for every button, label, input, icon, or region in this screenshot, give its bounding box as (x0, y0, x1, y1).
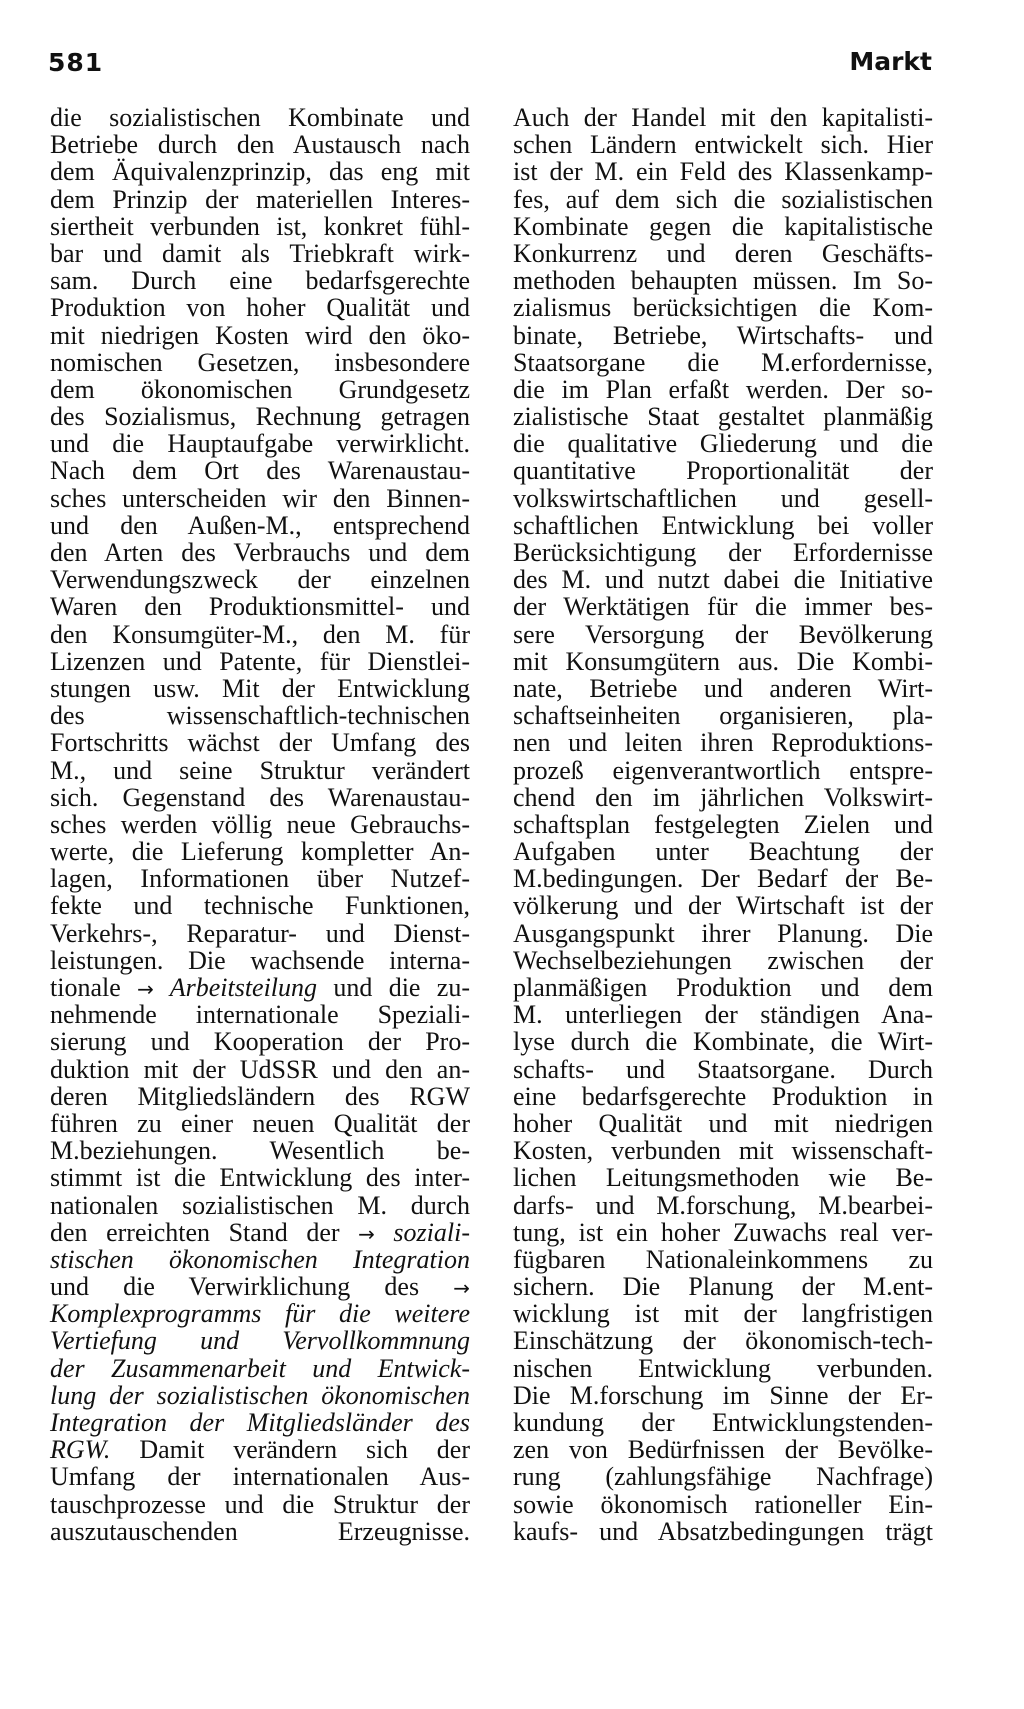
text-segment: nomischen Gesetzen, insbesondere (50, 347, 470, 377)
right-text-column (513, 104, 933, 1545)
text-line (50, 240, 470, 267)
text-line (513, 729, 933, 756)
text-line (50, 1382, 470, 1409)
text-segment: nehmende internationale Speziali- (50, 1000, 470, 1030)
text-segment: sowie ökonomisch rationeller Ein- (513, 1489, 933, 1519)
text-segment: fügbaren Nationaleinkommens zu (513, 1244, 933, 1274)
text-line (513, 675, 933, 702)
text-segment: planmäßigen Produktion und dem (513, 973, 933, 1002)
text-line (50, 158, 470, 185)
text-segment: rung (zahlungsfähige Nachfrage) (513, 1462, 933, 1492)
text-segment: fekte und technische Funktionen, (50, 891, 470, 921)
text-segment: lichen Leitungsmethoden wie Be- (513, 1163, 933, 1193)
cross-reference-text: der Zusammenarbeit und Entwick- (50, 1353, 470, 1383)
text-line (50, 430, 470, 457)
text-line (50, 1246, 470, 1273)
text-segment: schen Ländern entwickelt sich. Hier (513, 130, 933, 160)
text-line (50, 457, 470, 484)
text-line (50, 539, 470, 566)
text-line (50, 1137, 470, 1164)
text-segment: Lizenzen und Patente, für Dienstlei- (50, 646, 470, 676)
text-segment: Staatsorgane die M.erfordernisse, (513, 347, 933, 377)
text-segment: Konkurrenz und deren Geschäfts- (513, 238, 933, 268)
text-line (50, 729, 470, 756)
text-line (50, 403, 470, 430)
text-segment: sierung und Kooperation der Pro- (50, 1027, 470, 1057)
text-line (513, 403, 933, 430)
text-segment: eine bedarfsgerechte Produktion in (513, 1081, 933, 1111)
text-segment: Die M.forschung im Sinne der Er- (513, 1380, 933, 1410)
text-segment: Aufgaben unter Beachtung der (513, 837, 933, 867)
text-line (513, 104, 933, 131)
text-segment: schaftsplan festgelegten Zielen und (513, 809, 933, 839)
text-line (513, 1491, 933, 1518)
text-segment: des Sozialismus, Rechnung getragen (50, 402, 470, 432)
text-segment: ist der M. ein Feld des Klassenkamp- (513, 157, 933, 187)
text-segment: der Werktätigen für die immer bes- (513, 592, 933, 622)
arrow-right-icon: → (137, 977, 154, 1001)
text-segment: volkswirtschaftlichen und gesell- (513, 483, 933, 513)
text-segment: Damit verändern sich der (110, 1435, 470, 1465)
text-line (50, 865, 470, 892)
text-line (50, 322, 470, 349)
text-segment: wicklung ist mit der langfristigen (513, 1299, 933, 1329)
text-line (513, 1219, 933, 1246)
text-segment: zen von Bedürfnissen der Bevölke- (513, 1435, 933, 1465)
text-line (50, 349, 470, 376)
text-segment: chend den im jährlichen Volkswirt- (513, 782, 933, 812)
text-line (513, 1028, 933, 1055)
text-line (513, 1192, 933, 1219)
text-line (50, 512, 470, 539)
text-segment: nischen Entwicklung verbunden. (513, 1353, 933, 1383)
text-segment: dem ökonomischen Grundgesetz (50, 374, 470, 404)
text-line (50, 1273, 470, 1300)
text-segment: darfs- und M.forschung, M.bearbei- (513, 1190, 933, 1220)
text-line (50, 131, 470, 158)
text-line (513, 131, 933, 158)
text-segment: sches werden völlig neue Gebrauchs- (50, 809, 470, 839)
text-line (50, 621, 470, 648)
text-line (50, 1192, 470, 1219)
text-segment: siertheit verbunden ist, konkret fühl- (50, 211, 470, 241)
text-segment: und die Verwirklichung des (50, 1272, 454, 1302)
text-segment: mit niedrigen Kosten wird den öko- (50, 320, 470, 350)
text-line (50, 1083, 470, 1110)
text-line (50, 186, 470, 213)
text-segment: M. unterliegen der ständigen Ana- (513, 1000, 933, 1030)
text-line (513, 865, 933, 892)
text-segment: Fortschritts wächst der Umfang des (50, 728, 470, 758)
text-segment: sches unterscheiden wir den Binnen- (50, 483, 470, 513)
text-line (513, 593, 933, 620)
arrow-right-icon: → (358, 1221, 375, 1246)
text-segment: tauschprozesse und die Struktur der (50, 1489, 470, 1519)
text-segment: Kosten, verbunden mit wissenschaft- (513, 1136, 933, 1166)
text-segment: sam. Durch eine bedarfsgerechte (50, 266, 470, 296)
text-segment: führen zu einer neuen Qualität der (50, 1108, 470, 1138)
text-segment: die qualitative Gliederung und die (513, 429, 933, 459)
text-segment: M.beziehungen. Wesentlich be- (50, 1136, 470, 1166)
text-line (513, 1137, 933, 1164)
text-segment: schaftseinheiten organisieren, pla- (513, 701, 933, 731)
text-segment: mit Konsumgütern aus. Die Kombi- (513, 646, 933, 676)
text-segment: und die zu- (317, 973, 470, 1002)
text-line (50, 1327, 470, 1354)
text-line (513, 1056, 933, 1083)
text-segment: zialismus berücksichtigen die Kom- (513, 293, 933, 323)
text-segment: Berücksichtigung der Erfordernisse (513, 538, 933, 567)
text-line (513, 240, 933, 267)
text-line (50, 1056, 470, 1083)
text-line (50, 1001, 470, 1028)
text-segment: Kombinate gegen die kapitalistische (513, 211, 933, 241)
text-line (50, 784, 470, 811)
text-line (50, 104, 470, 131)
text-line (513, 1164, 933, 1191)
text-segment: kaufs- und Absatzbedingungen trägt (513, 1516, 933, 1546)
text-line (513, 1001, 933, 1028)
text-segment: stungen usw. Mit der Entwicklung (50, 673, 470, 703)
text-segment: die im Plan erfaßt werden. Der so- (513, 374, 933, 404)
text-segment: des wissenschaftlich-technischen (50, 701, 470, 731)
text-segment: lagen, Informationen über Nutzef- (50, 864, 470, 894)
text-line (513, 648, 933, 675)
text-line (50, 974, 470, 1001)
text-line (513, 1409, 933, 1436)
text-segment: Waren den Produktionsmittel- und (50, 592, 470, 622)
text-segment: sich. Gegenstand des Warenaustau- (50, 782, 470, 812)
text-line (513, 322, 933, 349)
cross-reference-text: Integration der Mitgliedsländer des (50, 1408, 470, 1437)
text-line (513, 376, 933, 403)
text-line (513, 485, 933, 512)
text-segment: Verwendungszweck der einzelnen (50, 565, 470, 595)
text-line (513, 757, 933, 784)
text-line (50, 376, 470, 403)
text-line (513, 621, 933, 648)
text-segment: deren Mitgliedsländern des RGW (50, 1081, 470, 1111)
text-line (513, 974, 933, 1001)
text-line (50, 485, 470, 512)
text-segment: den Arten des Verbrauchs und dem (50, 538, 470, 567)
text-line (50, 838, 470, 865)
text-line (50, 1219, 470, 1246)
text-line (50, 1463, 470, 1490)
text-segment: leistungen. Die wachsende interna- (50, 945, 470, 975)
text-line (50, 1028, 470, 1055)
text-line (50, 811, 470, 838)
text-line (513, 1246, 933, 1273)
text-line (513, 892, 933, 919)
text-line (50, 1491, 470, 1518)
text-segment: Verkehrs-, Reparatur- und Dienst- (50, 918, 470, 948)
text-segment: tung, ist ein hoher Zuwachs real ver- (513, 1217, 933, 1247)
text-segment: des M. und nutzt dabei die Initiative (513, 565, 933, 595)
text-line (513, 1300, 933, 1327)
text-segment: Produktion von hoher Qualität und (50, 293, 470, 323)
text-line (513, 1355, 933, 1382)
text-line (513, 539, 933, 566)
running-head: Markt (849, 47, 932, 76)
text-segment: prozeß eigenverantwortlich entspre- (513, 755, 933, 785)
cross-reference-text: RGW. (50, 1435, 111, 1465)
text-line (50, 1300, 470, 1327)
text-segment: dem Prinzip der materiellen Interes- (50, 184, 470, 214)
text-segment: methoden behaupten müssen. Im So- (513, 266, 933, 296)
cross-reference-text: stischen ökonomischen Integration (50, 1244, 470, 1274)
text-line (513, 1327, 933, 1354)
cross-reference-text: lung der sozialistischen ökonomischen (50, 1380, 470, 1410)
cross-reference-text: soziali- (374, 1217, 470, 1247)
text-line (513, 457, 933, 484)
text-segment: nen und leiten ihren Reproduktions- (513, 728, 933, 758)
text-segment: fes, auf dem sich die sozialistischen (513, 184, 933, 214)
page-number: 581 (48, 48, 104, 77)
text-segment: dem Äquivalenzprinzip, das eng mit (50, 157, 470, 187)
text-segment: schaftlichen Entwicklung bei voller (513, 510, 933, 540)
text-line (513, 1110, 933, 1137)
text-segment: schafts- und Staatsorgane. Durch (513, 1054, 933, 1084)
text-segment: Umfang der internationalen Aus- (50, 1462, 470, 1492)
text-line (513, 267, 933, 294)
text-segment: tionale (50, 973, 138, 1002)
text-line (50, 920, 470, 947)
cross-reference-text: Arbeitsteilung (153, 973, 318, 1002)
text-line (513, 1518, 933, 1545)
left-text-column (50, 104, 470, 1545)
text-line (513, 1436, 933, 1463)
text-segment: Ausgangspunkt ihrer Planung. Die (513, 918, 933, 948)
text-segment: bar und damit als Triebkraft wirk- (50, 238, 470, 268)
text-line (513, 838, 933, 865)
text-segment: den erreichten Stand der (50, 1217, 359, 1247)
text-line (50, 593, 470, 620)
text-line (513, 349, 933, 376)
text-line (50, 1164, 470, 1191)
text-segment: völkerung und der Wirtschaft ist der (513, 891, 933, 921)
arrow-right-icon: → (453, 1276, 470, 1301)
text-line (50, 1436, 470, 1463)
text-segment: quantitative Proportionalität der (513, 456, 933, 486)
text-segment: nate, Betriebe und anderen Wirt- (513, 673, 933, 703)
text-line (50, 947, 470, 974)
cross-reference-text: Komplexprogramms für die weitere (50, 1299, 470, 1329)
text-line (513, 294, 933, 321)
text-line (513, 784, 933, 811)
text-line (513, 566, 933, 593)
text-line (50, 892, 470, 919)
text-line (50, 1355, 470, 1382)
text-segment: Betriebe durch den Austausch nach (50, 130, 470, 160)
text-line (513, 213, 933, 240)
text-line (50, 648, 470, 675)
text-segment: den Konsumgüter-M., den M. für (50, 619, 470, 649)
cross-reference-text: Vertiefung und Vervollkommnung (50, 1326, 470, 1356)
text-line (50, 702, 470, 729)
text-segment: auszutauschenden Erzeugnisse. (50, 1516, 470, 1546)
text-line (513, 158, 933, 185)
text-segment: zialistische Staat gestaltet planmäßig (513, 402, 933, 432)
text-line (513, 811, 933, 838)
text-line (50, 267, 470, 294)
text-segment: binate, Betriebe, Wirtschafts- und (513, 320, 933, 350)
text-line (50, 566, 470, 593)
text-line (513, 920, 933, 947)
text-segment: lyse durch die Kombinate, die Wirt- (513, 1027, 933, 1057)
text-segment: duktion mit der UdSSR und den an- (50, 1054, 470, 1084)
text-segment: die sozialistischen Kombinate und (50, 103, 470, 132)
text-line (50, 1409, 470, 1436)
text-segment: Nach dem Ort des Warenaustau- (50, 456, 470, 486)
text-line (513, 947, 933, 974)
text-line (513, 1463, 933, 1490)
text-segment: und die Hauptaufgabe verwirklicht. (50, 429, 470, 459)
text-segment: stimmt ist die Entwicklung des inter- (50, 1163, 470, 1193)
text-segment: Einschätzung der ökonomisch-tech- (513, 1326, 933, 1356)
text-line (50, 213, 470, 240)
text-line (513, 702, 933, 729)
text-segment: nationalen sozialistischen M. durch (50, 1190, 470, 1220)
text-line (50, 1518, 470, 1545)
text-line (513, 1382, 933, 1409)
text-segment: hoher Qualität und mit niedrigen (513, 1108, 933, 1138)
text-segment: M., und seine Struktur verändert (50, 755, 470, 785)
text-segment: sere Versorgung der Bevölkerung (513, 619, 933, 649)
text-line (50, 1110, 470, 1137)
text-segment: sichern. Die Planung der M.ent- (513, 1272, 933, 1302)
text-line (513, 1273, 933, 1300)
text-line (513, 430, 933, 457)
text-segment: und den Außen-M., entsprechend (50, 510, 470, 540)
text-line (513, 1083, 933, 1110)
text-segment: Wechselbeziehungen zwischen der (513, 945, 933, 975)
text-segment: kundung der Entwicklungstenden- (513, 1408, 933, 1437)
text-line (513, 512, 933, 539)
text-segment: werte, die Lieferung kompletter An- (50, 837, 470, 867)
text-segment: M.bedingungen. Der Bedarf der Be- (513, 864, 933, 894)
text-segment: Auch der Handel mit den kapitalisti- (513, 103, 933, 132)
text-line (50, 757, 470, 784)
text-line (50, 675, 470, 702)
text-line (50, 294, 470, 321)
text-line (513, 186, 933, 213)
